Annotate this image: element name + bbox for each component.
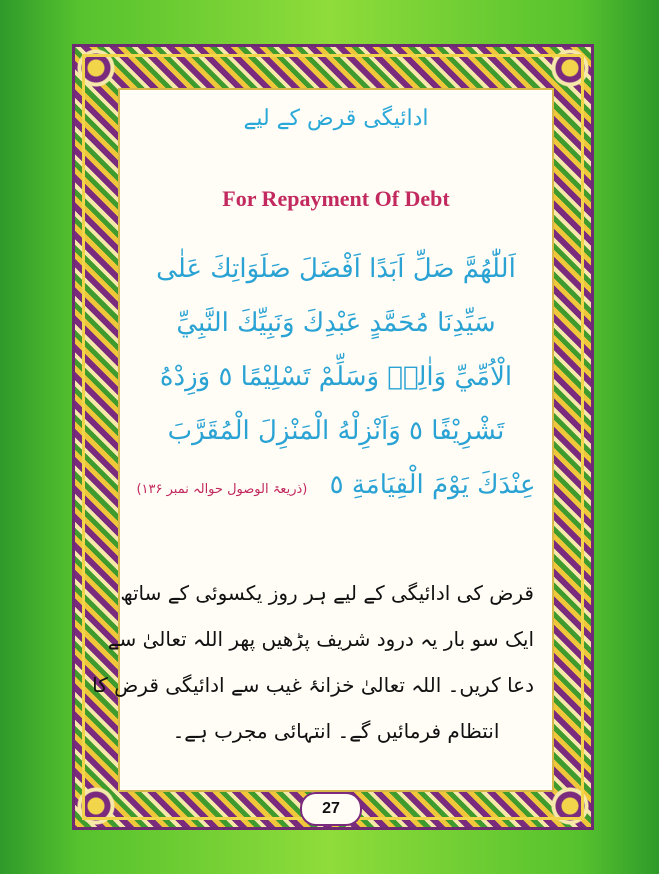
arabic-line: عِنْدَكَ يَوْمَ الْقِيَامَةِ ٥ [329, 470, 536, 500]
arabic-line-last [136, 458, 536, 512]
content-panel [92, 88, 554, 792]
corner-ornament [76, 48, 116, 88]
urdu-title: ادائیگی قرض کے لیے [243, 106, 429, 131]
reference-citation: (ذریعۃ الوصول حوالہ نمبر ۱۳۶) [136, 482, 308, 497]
arabic-line: سَيِّدِنَا مُحَمَّدٍ عَبْدِكَ وَنَبِيِّكَ النَّبِيِّ [176, 308, 496, 338]
urdu-instructions [92, 570, 534, 754]
corner-ornament [550, 786, 590, 826]
arabic-line: تَشْرِيْفًا ٥ وَاَنْزِلْهُ الْمَنْزِلَ الْمُقَرَّبَ [167, 416, 505, 446]
arabic-line: الْاُمِّيِّ وَاٰلِهٖ وَسَلِّمْ تَسْلِيْمًا ٥ وَزِدْهُ [159, 362, 513, 392]
english-title: For Repayment Of Debt [222, 186, 450, 211]
urdu-line: ایک سو بار یہ درود شریف پڑھیں پھر اللہ تعالیٰ سے [107, 627, 534, 651]
page-number-badge: 27 [300, 792, 362, 826]
urdu-line: دعا کریں۔ اللہ تعالیٰ خزانۂ غیب سے ادائیگی قرض کا [92, 673, 534, 697]
arabic-line: اَللّٰهُمَّ صَلِّ اَبَدًا اَفْضَلَ صَلَوَاتِكَ عَلٰى [156, 254, 516, 284]
arabic-dua [136, 242, 536, 512]
corner-ornament [550, 48, 590, 88]
urdu-line: قرض کی ادائیگی کے لیے ہر روز یکسوئی کے ساتھ [120, 581, 534, 605]
urdu-line: انتظام فرمائیں گے۔ انتہائی مجرب ہے۔ [172, 719, 500, 743]
corner-ornament [76, 786, 116, 826]
